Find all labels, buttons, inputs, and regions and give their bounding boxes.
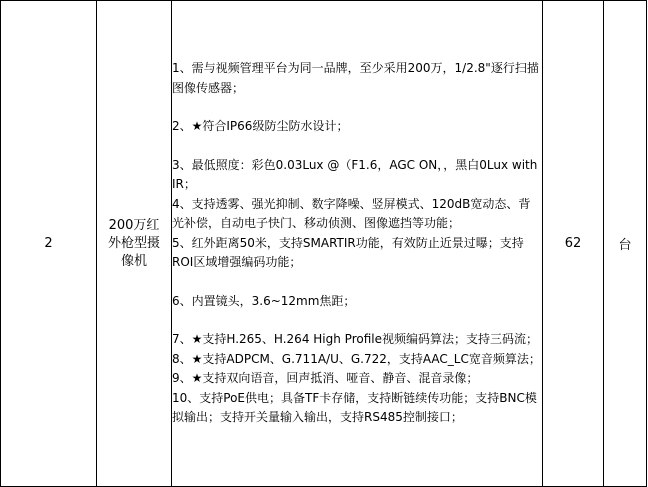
spec-item: 9、★支持双向语音，回声抵消、哑音、静音、混音录像； xyxy=(172,371,479,386)
quantity: 62 xyxy=(543,1,604,487)
spacer xyxy=(172,98,542,117)
spec-item: 2、★符合IP66级防尘防水设计； xyxy=(172,119,349,134)
row-index: 2 xyxy=(1,1,97,487)
table-row xyxy=(1,1,647,487)
spec-item: 6、内置镜头，3.6~12mm焦距； xyxy=(172,293,356,308)
product-name-cell xyxy=(97,1,172,487)
spec-item: 5、红外距离50米，支持SMARTIR功能，有效防止近景过曝；支持ROI区域增强编码功能； xyxy=(172,235,524,270)
spec-item: 4、支持透雾、强光抑制、数字降噪、竖屏模式、120dB宽动态、背光补偿，自动电子快门、移动侦测、图像遮挡等功能； xyxy=(172,196,531,231)
spec-list xyxy=(172,1,543,487)
spec-item: 7、★支持H.265、H.264 High Profile视频编码算法；支持三码流； xyxy=(172,332,538,347)
spacer xyxy=(172,137,542,156)
unit: 台 xyxy=(604,1,647,487)
product-name: 200万红外枪型摄像机 xyxy=(108,217,161,269)
spec-item: 8、★支持ADPCM、G.711A/U、G.722，支持AAC_LC宽音频算法； xyxy=(172,351,541,366)
spec-item: 10、支持PoE供电；具备TF卡存储，支持断链续传功能；支持BNC模拟输出；支持开关量输入输出，支持RS485控制接口； xyxy=(172,390,537,425)
spec-item: 3、最低照度：彩色0.03Lux @（F1.6，AGC ON，，黑白0Lux with IR； xyxy=(172,157,538,192)
spacer xyxy=(172,273,542,292)
spec-item: 1、需与视频管理平台为同一品牌，至少采用200万，1/2.8"逐行扫描图像传感器； xyxy=(172,61,539,95)
spacer xyxy=(172,311,542,330)
